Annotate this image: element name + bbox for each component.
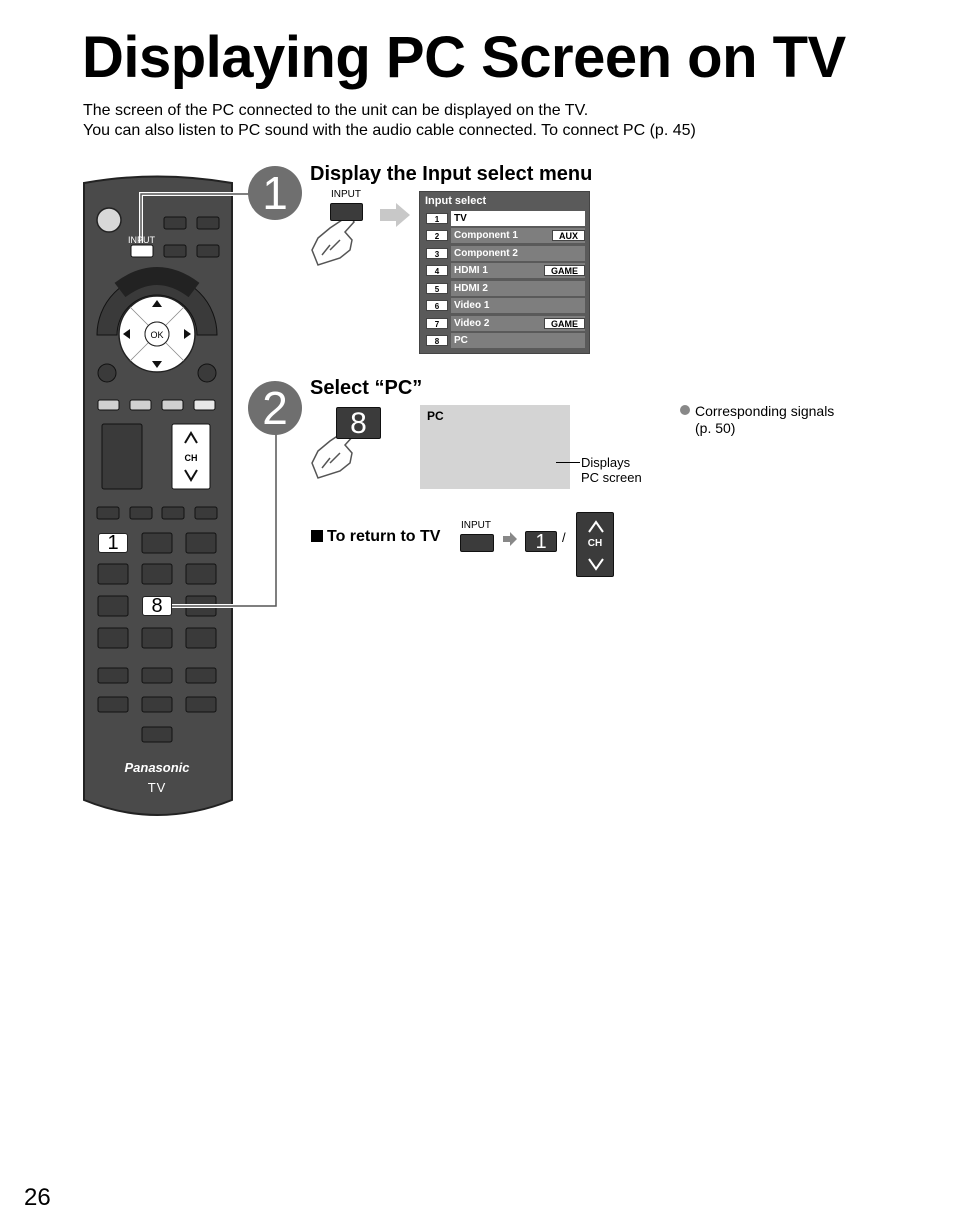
menu-row-number: 4 [426, 265, 448, 276]
step-2-number: 2 [248, 381, 302, 435]
remote-model: TV [147, 780, 167, 795]
input-select-menu [419, 191, 590, 354]
menu-row-label: Component 2 [451, 246, 585, 261]
step-2-key-8[interactable]: 8 [336, 407, 381, 439]
intro-line-2: You can also listen to PC sound with the audio cable connected. To connect PC (p. 45) [83, 122, 696, 139]
separator: / [562, 530, 566, 545]
menu-row[interactable] [422, 333, 587, 349]
menu-row-number: 6 [426, 300, 448, 311]
return-to-tv-label [311, 528, 440, 546]
menu-title: Input select [425, 195, 487, 207]
square-bullet-icon [311, 530, 323, 542]
menu-row-number: 8 [426, 335, 448, 346]
menu-row-number: 7 [426, 318, 448, 329]
step-1-input-label: INPUT [331, 189, 361, 200]
note-page-ref: (p. 50) [695, 420, 736, 436]
menu-row-label: HDMI 2 [451, 281, 585, 296]
menu-row[interactable] [422, 298, 587, 314]
displays-line-2: PC screen [581, 470, 642, 485]
menu-row[interactable] [422, 228, 587, 244]
remote-key-1[interactable]: 1 [98, 533, 128, 553]
hand-pointer-icon [312, 215, 354, 265]
step-2-heading: Select “PC” [310, 377, 423, 399]
menu-row[interactable] [422, 316, 587, 332]
remote-brand: Panasonic [124, 760, 190, 775]
note-text: Corresponding signals [695, 403, 835, 419]
leader-line [556, 462, 580, 463]
displays-pc-screen-label [581, 455, 642, 485]
menu-row[interactable] [422, 211, 587, 227]
return-input-button[interactable] [460, 534, 494, 552]
intro-line-1: The screen of the PC connected to the unit can be displayed on the TV. [83, 102, 589, 119]
menu-row-number: 5 [426, 283, 448, 294]
return-input-label: INPUT [461, 520, 491, 531]
menu-row-number: 2 [426, 230, 448, 241]
menu-row-label: TV [451, 211, 585, 226]
pc-screen-label: PC [427, 409, 444, 423]
menu-row-number: 1 [426, 213, 448, 224]
menu-row[interactable] [422, 263, 587, 279]
remote-key-8[interactable]: 8 [142, 596, 172, 616]
menu-row-label: PC [451, 333, 585, 348]
menu-row-tag: AUX [552, 230, 585, 241]
menu-row-label: Video 2 [451, 316, 585, 331]
menu-row-label: HDMI 1 [451, 263, 585, 278]
svg-text:OK: OK [150, 330, 164, 340]
bullet-icon [680, 405, 690, 415]
return-ch-label: CH [587, 538, 603, 549]
step-1-heading: Display the Input select menu [310, 163, 593, 185]
remote-input-label: INPUT [128, 235, 155, 245]
intro-text [83, 101, 696, 141]
menu-row-tag: GAME [544, 318, 585, 329]
step-1-number: 1 [248, 166, 302, 220]
page-title: Displaying PC Screen on TV [82, 25, 846, 90]
menu-row-number: 3 [426, 248, 448, 259]
step-1-input-button[interactable] [330, 203, 363, 221]
displays-line-1: Displays [581, 455, 631, 470]
menu-row-label: Video 1 [451, 298, 585, 313]
menu-row-label: Component 1 [451, 228, 585, 243]
page-number: 26 [24, 1184, 51, 1211]
menu-row[interactable] [422, 281, 587, 297]
svg-text:CH: CH [184, 453, 198, 463]
return-key-1[interactable]: 1 [525, 531, 557, 552]
return-label-text: To return to TV [327, 528, 441, 545]
menu-row[interactable] [422, 246, 587, 262]
menu-row-tag: GAME [544, 265, 585, 276]
